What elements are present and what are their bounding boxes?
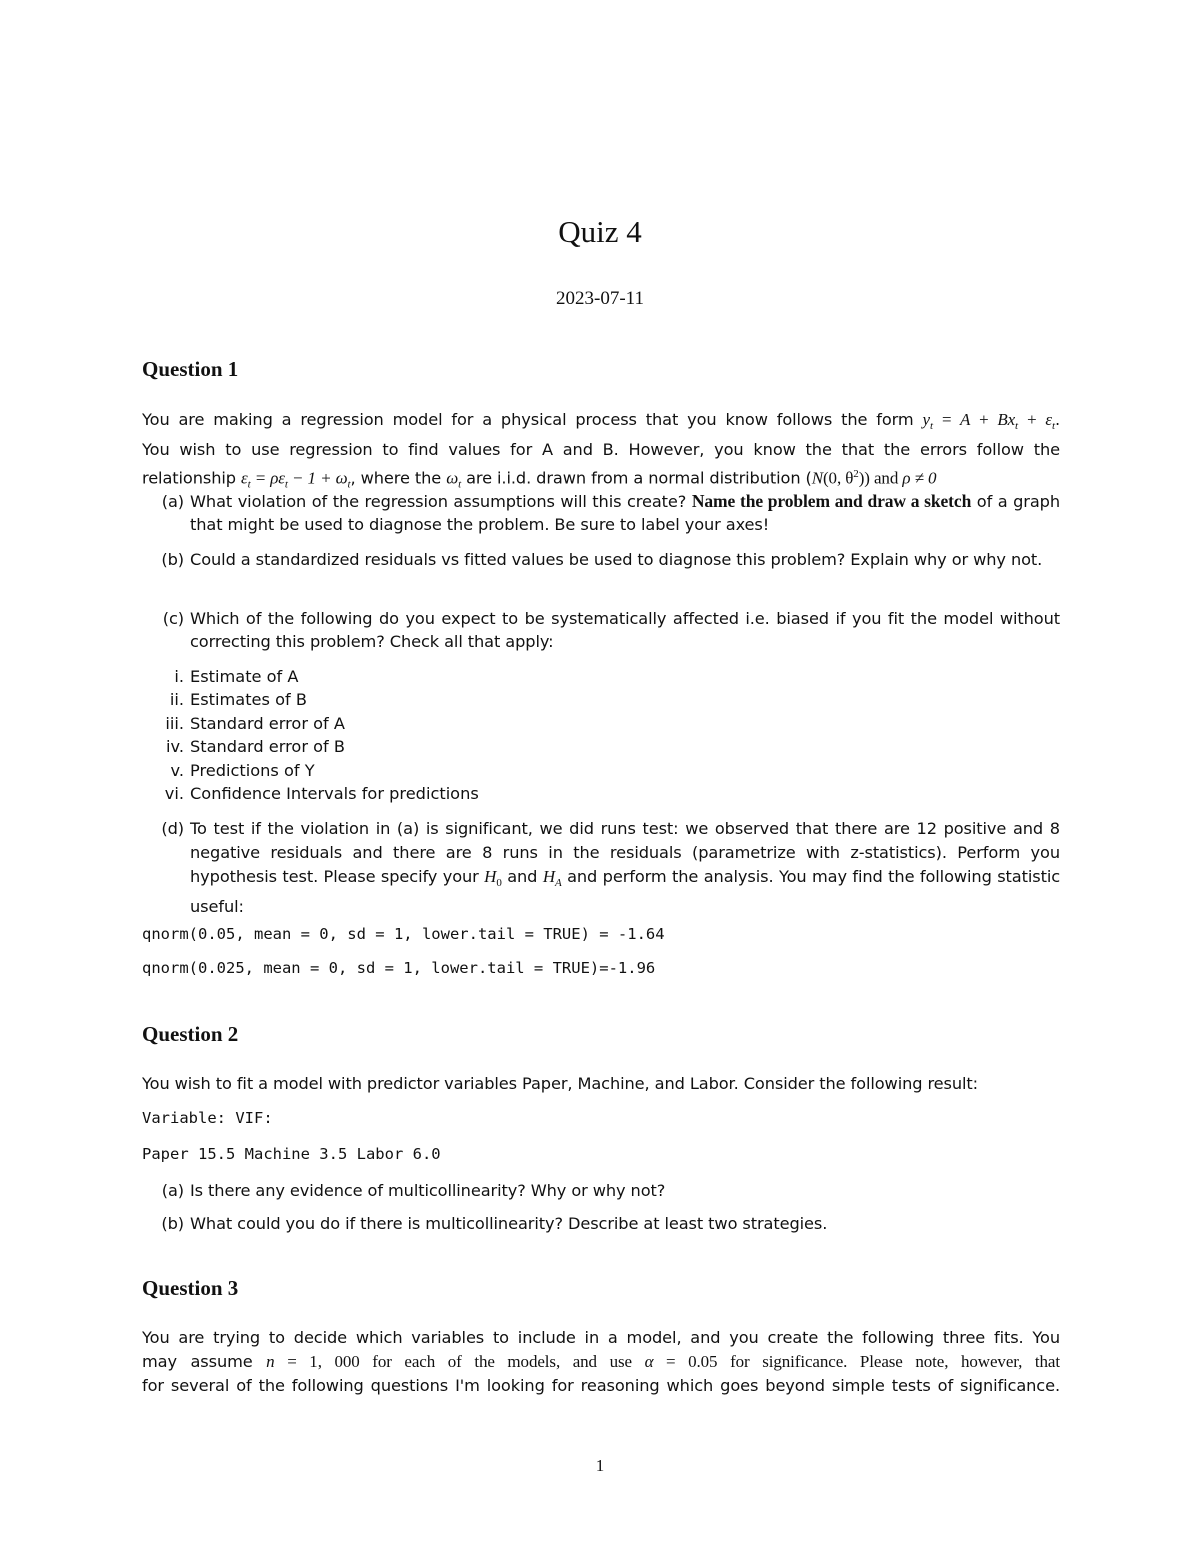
q1-part-b-label: (b) [161, 550, 184, 569]
question-2-intro: You wish to fit a model with predictor variables Paper, Machine, and Labor. Consider the following result: [142, 1074, 979, 1093]
q1-option-iii: iii. Standard error of A [165, 714, 345, 733]
q1-option-i: i. Estimate of A [174, 667, 299, 686]
q2-part-b-label: (b) [161, 1214, 184, 1233]
q3-intro-line-1: You are trying to decide which variables to include in a model, and you create the following three fits. You [142, 1328, 1060, 1347]
q1-intro-line-3: relationship $\varepsilon_t = \rho\varepsilon_t - 1 + \omega_t$, where the $\omega_t$ are i.i.d. drawn from a normal distribution (N(0, $\theta^2$)) and ρ ≠ 0 [142, 468, 937, 491]
question-1-intro [142, 408, 1060, 497]
q1-option-vi: vi. Confidence Intervals for predictions [164, 784, 479, 803]
q1-option-iv: iv. Standard error of B [166, 737, 345, 756]
question-3-heading: Question 3 [142, 1276, 239, 1300]
q2-part-a: (a) Is there any evidence of multicollinearity? Why or why not? [190, 1179, 1060, 1202]
document-date: 2023-07-11 [556, 288, 644, 309]
q2-part-a-label: (a) [161, 1181, 184, 1200]
q3-intro-line-2: may assume n = 1, 000 for each of the models, and use α = 0.05 for significance. Please note, however, that [142, 1352, 1060, 1371]
page-number: 1 [595, 1456, 605, 1475]
q1-intro-line-2: You wish to use regression to find values for A and B. However, you know the that the errors follow the [142, 440, 1060, 460]
q2-code-values: Paper 15.5 Machine 3.5 Labor 6.0 [142, 1145, 441, 1163]
q1-part-c: (c) Which of the following do you expect to be systematically affected i.e. biased if you fit the model without correcting this problem? Check all that apply: [190, 607, 1060, 653]
question-1-heading: Question 1 [142, 357, 239, 381]
q3-intro-line-3: for several of the following questions I'm looking for reasoning which goes beyond simple tests of significance. [142, 1376, 1060, 1395]
q1-option-v: v. Predictions of Y [170, 761, 315, 780]
question-3-intro [142, 1326, 1060, 1398]
q1-part-c-label: (c) [162, 609, 184, 628]
q1-part-a-label: (a) [161, 492, 184, 511]
q1-part-d: (d) To test if the violation in (a) is significant, we did runs test: we observed that there are 12 positive and 8 negative residuals and there are 8 runs in the residuals (parametrize with z-statistics). Perform you hypothesis test. Please specify your $H_0$ and $H_A$ and perform the analysis. You may find the following statistic useful: [190, 817, 1060, 919]
q1-code-qnorm-025: qnorm(0.025, mean = 0, sd = 1, lower.tail = TRUE)=-1.96 [142, 959, 656, 977]
question-2-heading: Question 2 [142, 1022, 239, 1046]
q1-part-b: (b) Could a standardized residuals vs fitted values be used to diagnose this problem? Explain why or why not. [190, 548, 1060, 571]
q2-part-b: (b) What could you do if there is multicollinearity? Describe at least two strategies. [190, 1212, 1060, 1235]
document-title: Quiz 4 [558, 214, 642, 249]
q1-part-d-label: (d) [161, 819, 184, 838]
q1-part-a: (a) What violation of the regression assumptions will this create? Name the problem and draw a sketch of a graph that might be used to diagnose the problem. Be sure to label your axes! [190, 490, 1060, 536]
q1-code-qnorm-05: qnorm(0.05, mean = 0, sd = 1, lower.tail = TRUE) = -1.64 [142, 925, 665, 943]
q1-option-ii: ii. Estimates of B [169, 690, 307, 709]
q1-intro-line-1: You are making a regression model for a physical process that you know follows the form $y_t = A + Bx_t + \varepsilon_t$. [142, 410, 1060, 433]
q2-code-header: Variable: VIF: [142, 1109, 273, 1127]
